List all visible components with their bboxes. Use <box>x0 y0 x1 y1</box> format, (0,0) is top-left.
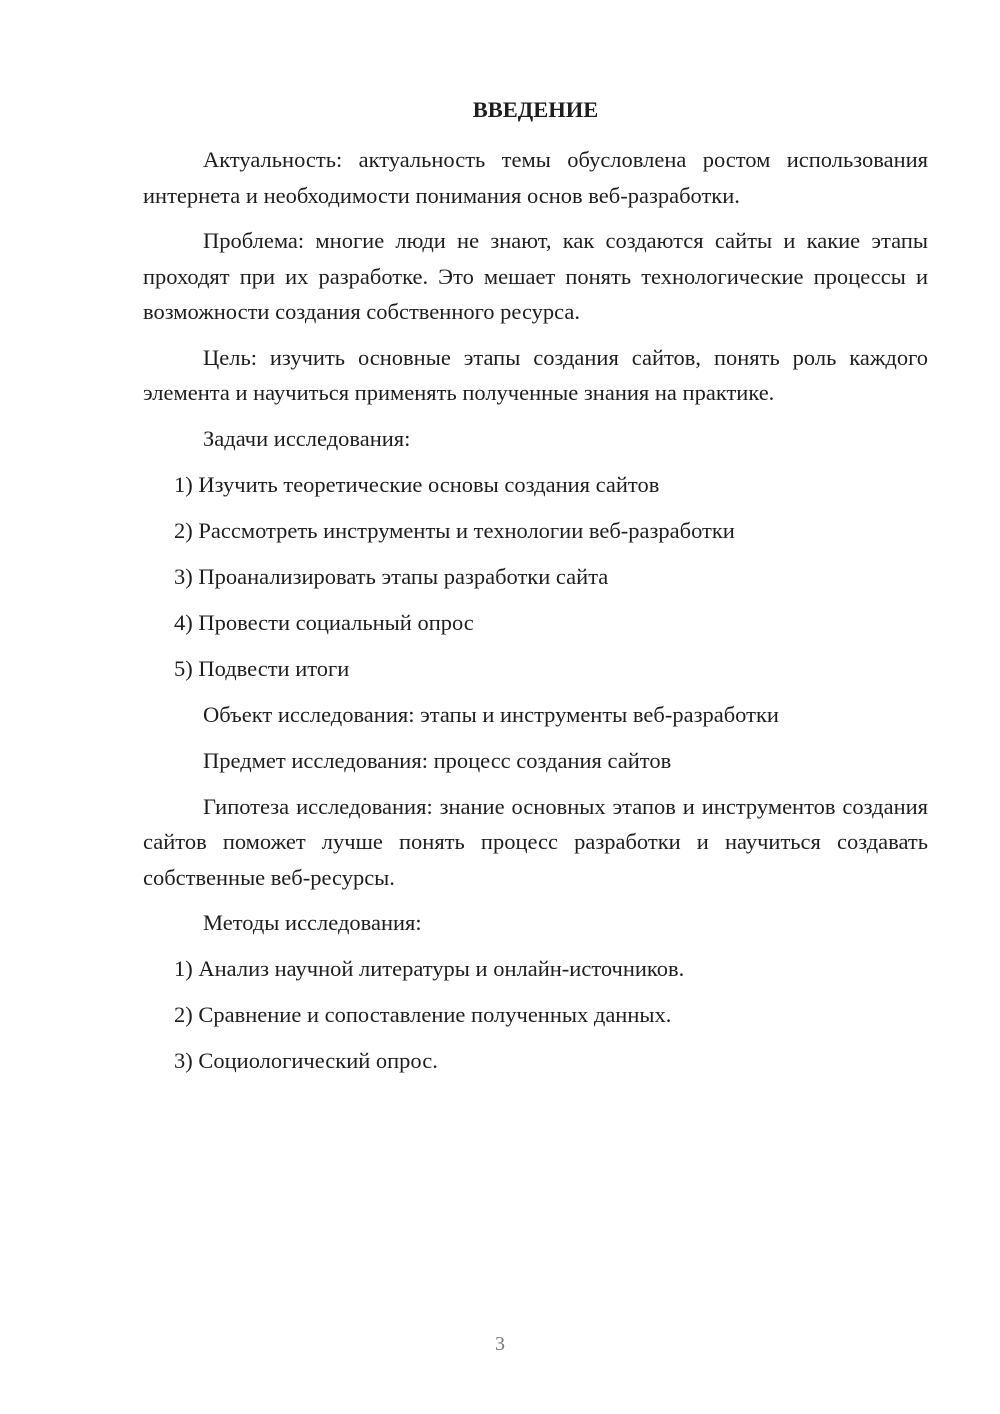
methods-heading: Методы исследования: <box>203 910 422 935</box>
document-page <box>143 92 928 1089</box>
relevance-paragraph: Актуальность: актуальность темы обусловлена ростом использования интернета и необходимости понимания основ веб-разработки. <box>143 147 928 208</box>
method-item: 2) Сравнение и сопоставление полученных данных. <box>174 1002 672 1027</box>
method-item: 3) Социологический опрос. <box>174 1048 438 1073</box>
research-subject: Предмет исследования: процесс создания сайтов <box>203 747 672 773</box>
goal-paragraph: Цель: изучить основные этапы создания сайтов, понять роль каждого элемента и научиться применять полученные знания на практике. <box>143 344 928 405</box>
task-item: 5) Подвести итоги <box>174 655 350 681</box>
task-item: 4) Провести социальный опрос <box>174 609 474 635</box>
hypothesis-paragraph: Гипотеза исследования: знание основных этапов и инструментов создания сайтов поможет лучше понять процесс разработки и научиться создавать собственные веб-ресурсы. <box>143 793 928 890</box>
task-item: 3) Проанализировать этапы разработки сайта <box>174 563 609 589</box>
tasks-heading: Задачи исследования: <box>203 425 411 451</box>
task-item: 2) Рассмотреть инструменты и технологии веб-разработки <box>174 517 735 543</box>
research-object: Объект исследования: этапы и инструменты веб-разработки <box>203 701 779 727</box>
section-title: ВВЕДЕНИЕ <box>472 97 599 122</box>
problem-paragraph: Проблема: многие люди не знают, как создаются сайты и какие этапы проходят при их разработке. Это мешает понять технологические процессы и возможности создания собственного ресурса. <box>143 228 928 324</box>
method-item: 1) Анализ научной литературы и онлайн-источников. <box>174 956 685 981</box>
page-number: 3 <box>495 1333 505 1355</box>
task-item: 1) Изучить теоретические основы создания сайтов <box>174 471 660 497</box>
